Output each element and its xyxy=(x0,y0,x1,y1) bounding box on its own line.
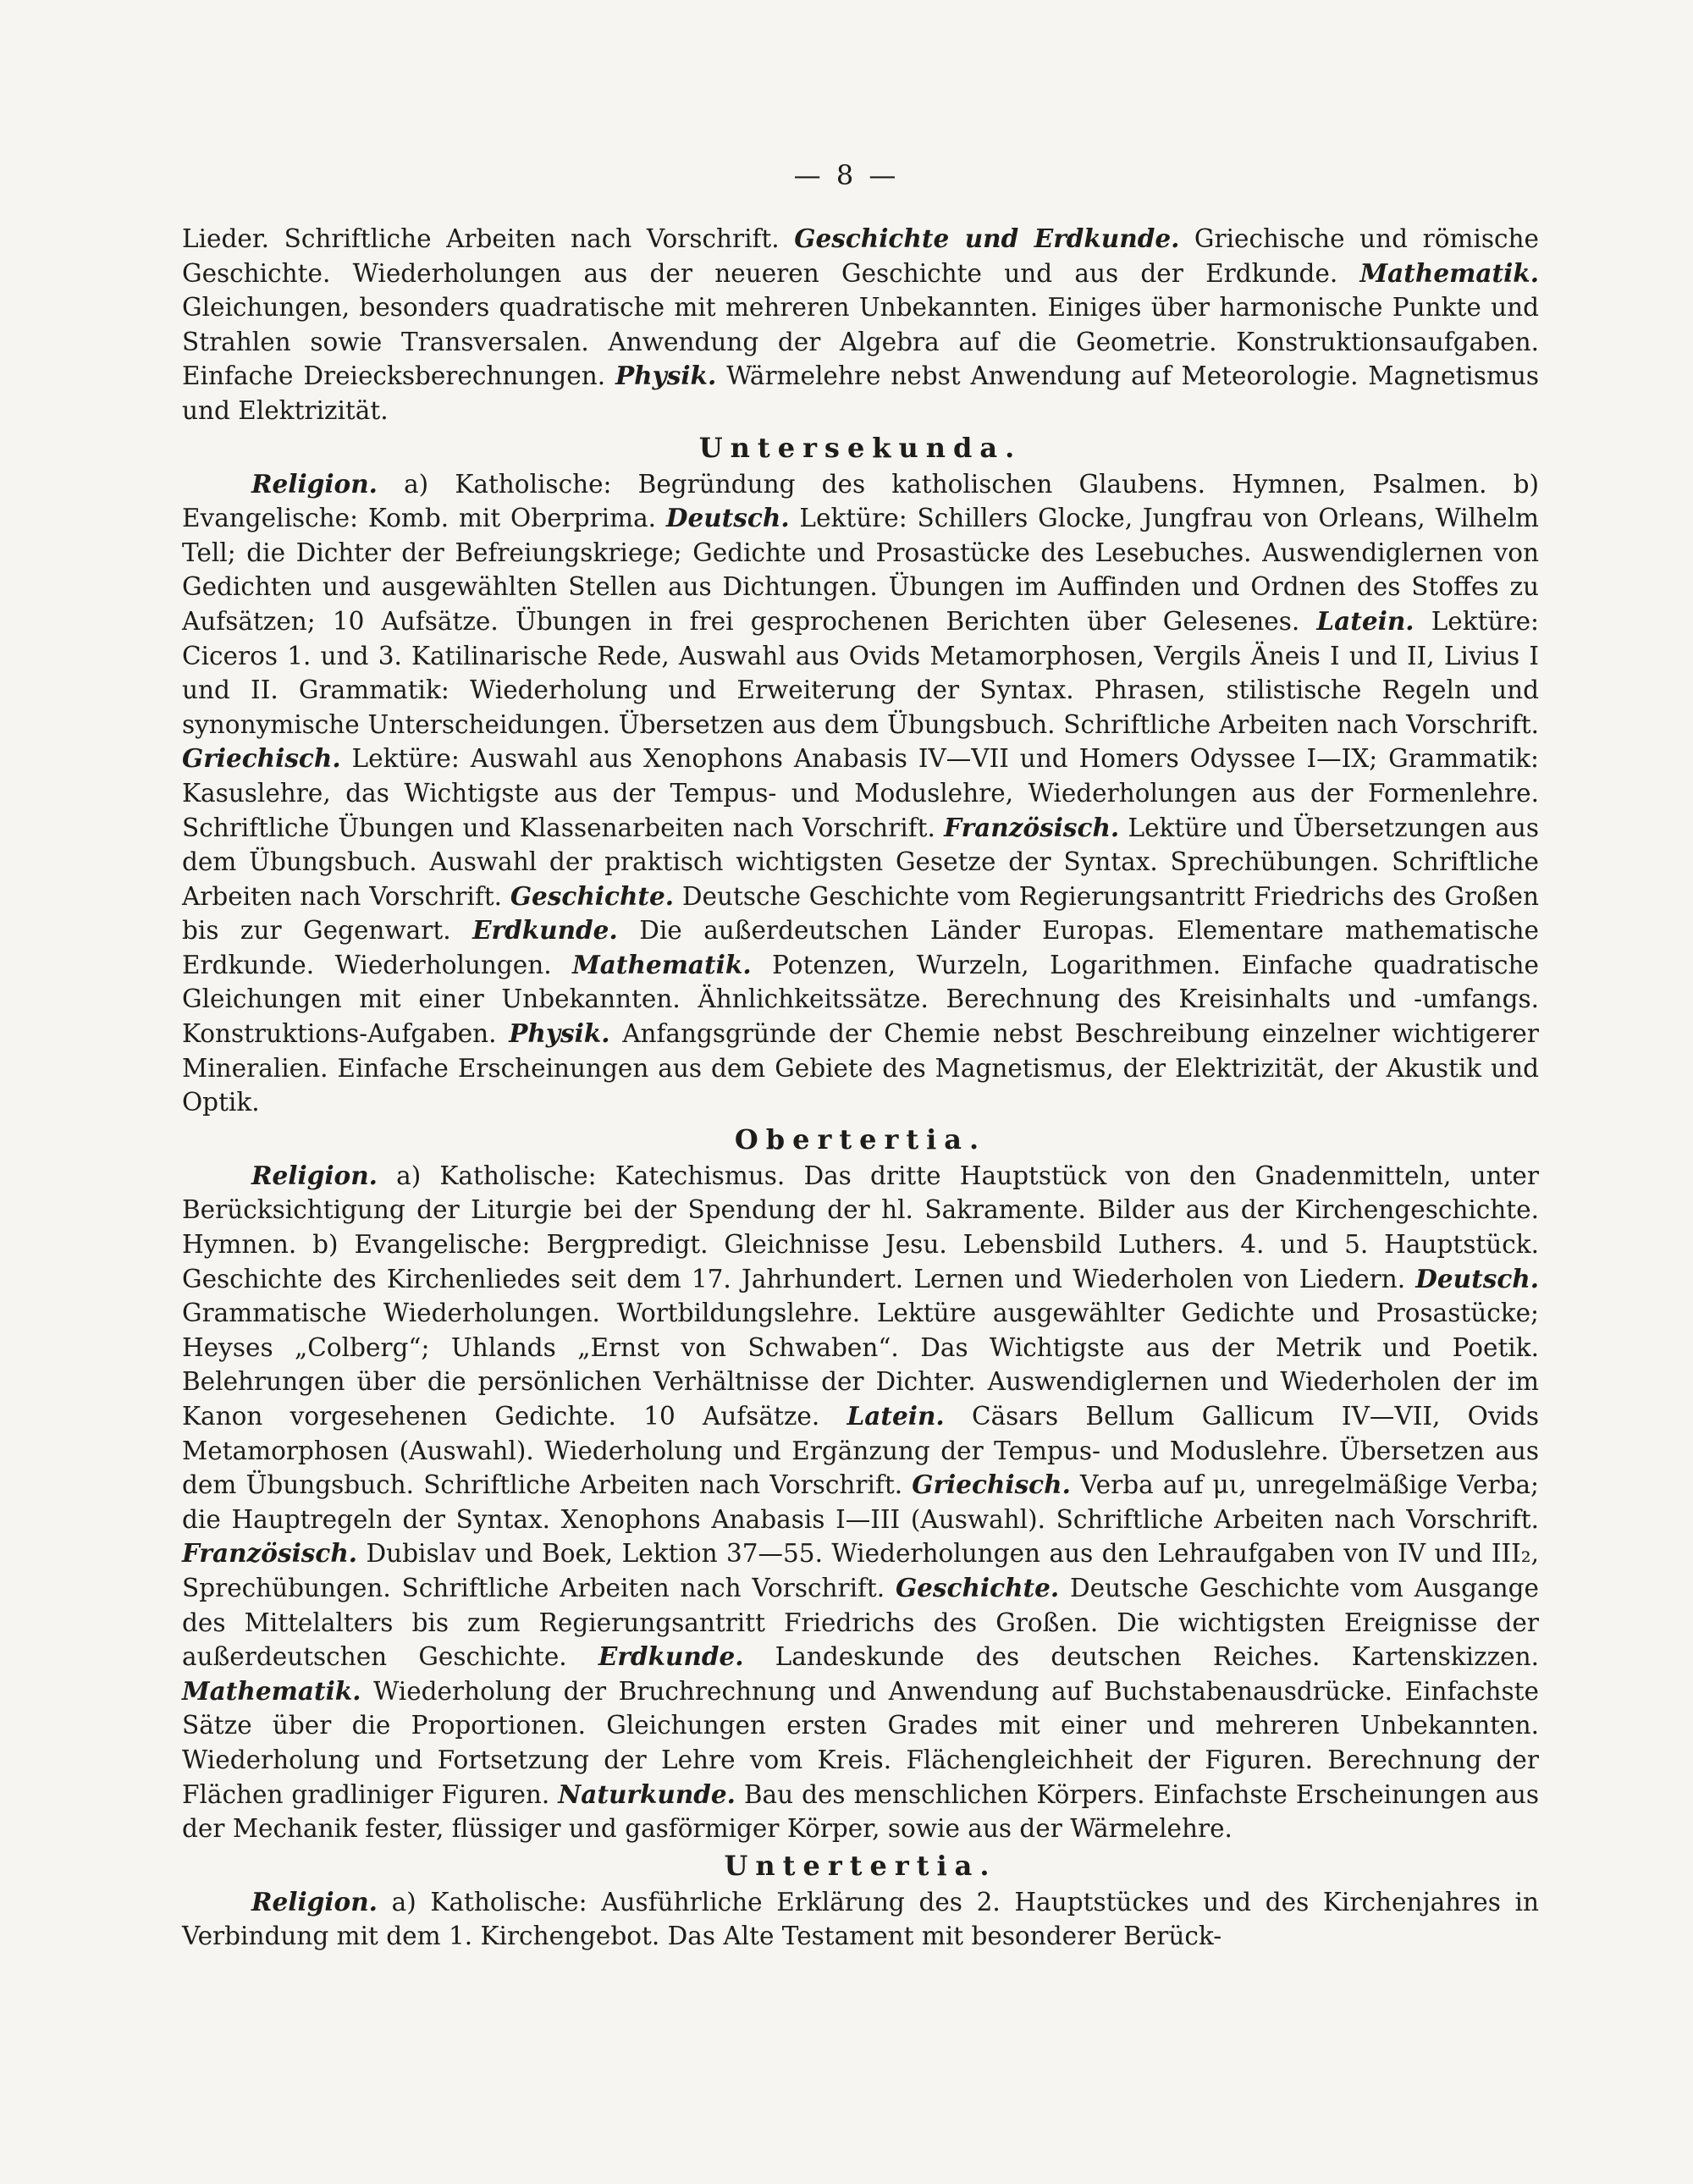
subject-label: Mathematik. xyxy=(182,1675,361,1706)
section-paragraph xyxy=(182,467,1539,1120)
text-run: Lektüre: Auswahl aus Xenophons Anabasis IV—VII und Homers Odyssee I—IX; Grammatik: Kasuslehre, das Wichtigste aus der Tempus- und Moduslehre, Wiederholungen aus der Formenlehre. Schriftliche Übungen und Klassenarbeiten nach Vorschrift. xyxy=(182,744,1539,842)
section-heading: Untertertia. xyxy=(724,1849,997,1882)
text-run: Landeskunde des deutschen Reiches. Kartenskizzen. xyxy=(743,1642,1540,1672)
subject-label: Griechisch. xyxy=(912,1470,1071,1500)
text-run: Die außerdeutschen Länder Europas. Elementare mathematische Erdkunde. Wiederholungen. xyxy=(182,916,1539,979)
section-heading: Untersekunda. xyxy=(698,431,1023,464)
subject-label: Deutsch. xyxy=(665,503,790,533)
text-run: Wärmelehre nebst Anwendung auf Meteorologie. Magnetismus und Elektrizität. xyxy=(182,361,1539,425)
text-run: Lektüre: Schillers Glocke, Jungfrau von Orleans, Wilhelm Tell; die Dichter der Befreiungskriege; Gedichte und Prosastücke des Lesebuches. Auswendiglernen von Gedichten und ausgewählten Stellen aus Dichtungen. Übungen im Auffinden und Ordnen des Stoffes zu Aufsätzen; 10 Aufsätze. Übungen in frei gesprochenen Berichten über Gelesenes. xyxy=(182,504,1539,636)
text-run: Anfangsgründe der Chemie nebst Beschreibung einzelner wichtigerer Mineralien. Einfache Erscheinungen aus dem Gebiete des Magnetismus, der Elektrizität, der Akustik und Optik. xyxy=(182,1019,1539,1117)
subject-label: Mathematik. xyxy=(1359,257,1539,288)
page-number: — 8 — xyxy=(793,159,900,191)
subject-label: Religion. xyxy=(251,468,378,499)
section-paragraph xyxy=(182,1159,1539,1846)
subject-label: Religion. xyxy=(251,1160,378,1190)
document-text xyxy=(182,222,1539,1954)
text-run: a) Katholische: Katechismus. Das dritte Hauptstück von den Gnadenmitteln, unter Berücksichtigung der Liturgie bei der Spendung der hl. Sakramente. Bilder aus der Kirchengeschichte. Hymnen. b) Evangelische: Bergpredigt. Gleichnisse Jesu. Lebensbild Luthers. 4. und 5. Hauptstück. Geschichte des Kirchenliedes seit dem 17. Jahrhundert. Lernen und Wiederholen von Liedern. xyxy=(182,1161,1539,1293)
subject-label: Geschichte. xyxy=(510,880,675,911)
subject-label: Geschichte und Erdkunde. xyxy=(794,223,1180,253)
subject-label: Latein. xyxy=(846,1401,945,1431)
text-run: Lektüre: Ciceros 1. und 3. Katilinarische Rede, Auswahl aus Ovids Metamorphosen, Vergils Äneis I und II, Livius I und II. Grammatik: Wiederholung und Erweiterung der Syntax. Phrasen, stilistische Regeln und synonymische Unterscheidungen. Übersetzen aus dem Übungsbuch. Schriftliche Arbeiten nach Vorschrift. xyxy=(182,606,1539,739)
subject-label: Geschichte. xyxy=(895,1572,1060,1602)
text-run: Bau des menschlichen Körpers. Einfachste Erscheinungen aus der Mechanik fester, flüssiger und gasförmiger Körper, sowie aus der Wärmelehre. xyxy=(182,1779,1539,1844)
text-run: Cäsars Bellum Gallicum IV—VII, Ovids Metamorphosen (Auswahl). Wiederholung und Ergänzung der Tempus- und Moduslehre. Übersetzen aus dem Übungsbuch. Schriftliche Arbeiten nach Vorschrift. xyxy=(182,1402,1539,1500)
curriculum-sections xyxy=(182,430,1539,1954)
subject-label: Physik. xyxy=(509,1018,610,1049)
subject-label: Erdkunde. xyxy=(598,1641,744,1672)
subject-label: Französisch. xyxy=(182,1538,358,1569)
text-run: a) Katholische: Begründung des katholischen Glaubens. Hymnen, Psalmen. b) Evangelische: Komb. mit Oberprima. xyxy=(182,469,1539,533)
text-run: Lektüre und Übersetzungen aus dem Übungsbuch. Auswahl der praktisch wichtigsten Gesetze der Syntax. Sprechübungen. Schriftliche Arbeiten nach Vorschrift. xyxy=(182,813,1539,911)
subject-label: Naturkunde. xyxy=(558,1779,736,1809)
text-run: Deutsche Geschichte vom Ausgange des Mittelalters bis zum Regierungsantritt Friedrichs des Großen. Die wichtigsten Ereignisse der außerdeutschen Geschichte. xyxy=(182,1573,1539,1672)
subject-label: Erdkunde. xyxy=(472,915,618,946)
text-run: Wiederholung der Bruchrechnung und Anwendung auf Buchstabenausdrücke. Einfachste Sätze über die Proportionen. Gleichungen ersten Grades mit einer und mehreren Unbekannten. Wiederholung und Fortsetzung der Lehre vom Kreis. Flächengleichheit der Figuren. Berechnung der Flächen gradliniger Figuren. xyxy=(182,1676,1539,1809)
text-run: Verba auf μι, unregelmäßige Verba; die Hauptregeln der Syntax. Xenophons Anabasis I—III (Auswahl). Schriftliche Arbeiten nach Vorschrift. xyxy=(182,1470,1539,1534)
subject-label: Deutsch. xyxy=(1415,1263,1539,1293)
subject-label: Latein. xyxy=(1316,605,1415,636)
text-run: Dubislav und Boek, Lektion 37—55. Wiederholungen aus den Lehraufgaben von IV und III₂, Sprechübungen. Schriftliche Arbeiten nach Vorschrift. xyxy=(182,1539,1539,1602)
subject-label: Mathematik. xyxy=(572,949,752,979)
section-paragraph xyxy=(182,1885,1539,1954)
text-run: a) Katholische: Ausführliche Erklärung des 2. Hauptstückes und des Kirchenjahres in Verbindung mit dem 1. Kirchengebot. Das Alte Testament mit besonderer Berück- xyxy=(182,1887,1539,1951)
section-heading: Obertertia. xyxy=(734,1122,987,1155)
text-run: Potenzen, Wurzeln, Logarithmen. Einfache quadratische Gleichungen mit einer Unbekannten. Ähnlichkeitssätze. Berechnung des Kreisinhalts und -umfangs. Konstruktions-Aufgaben. xyxy=(182,950,1540,1049)
text-run: Grammatische Wiederholungen. Wortbildungslehre. Lektüre ausgewählter Gedichte und Prosastücke; Heyses „Colberg“; Uhlands „Ernst von Schwaben“. Das Wichtigste aus der Metrik und Poetik. Belehrungen über die persönlichen Verhältnisse der Dichter. Auswendiglernen und Wiederholen der im Kanon vorgesehenen Gedichte. 10 Aufsätze. xyxy=(182,1299,1539,1431)
subject-label: Physik. xyxy=(615,361,717,391)
subject-label: Französisch. xyxy=(944,812,1120,842)
subject-label: Religion. xyxy=(251,1886,378,1917)
text-run: Lieder. Schriftliche Arbeiten nach Vorschrift. xyxy=(182,224,795,253)
text-run: Griechische und römische Geschichte. Wiederholungen aus der neueren Geschichte und aus der Erdkunde. xyxy=(182,224,1539,288)
text-run: Gleichungen, besonders quadratische mit mehreren Unbekannten. Einiges über harmonische Punkte und Strahlen sowie Transversalen. Anwendung der Algebra auf die Geometrie. Konstruktionsaufgaben. Einfache Dreiecksberechnungen. xyxy=(182,293,1539,391)
text-run: Deutsche Geschichte vom Regierungsantritt Friedrichs des Großen bis zur Gegenwart. xyxy=(182,881,1539,946)
subject-label: Griechisch. xyxy=(182,743,341,774)
intro-paragraph xyxy=(182,222,1539,428)
